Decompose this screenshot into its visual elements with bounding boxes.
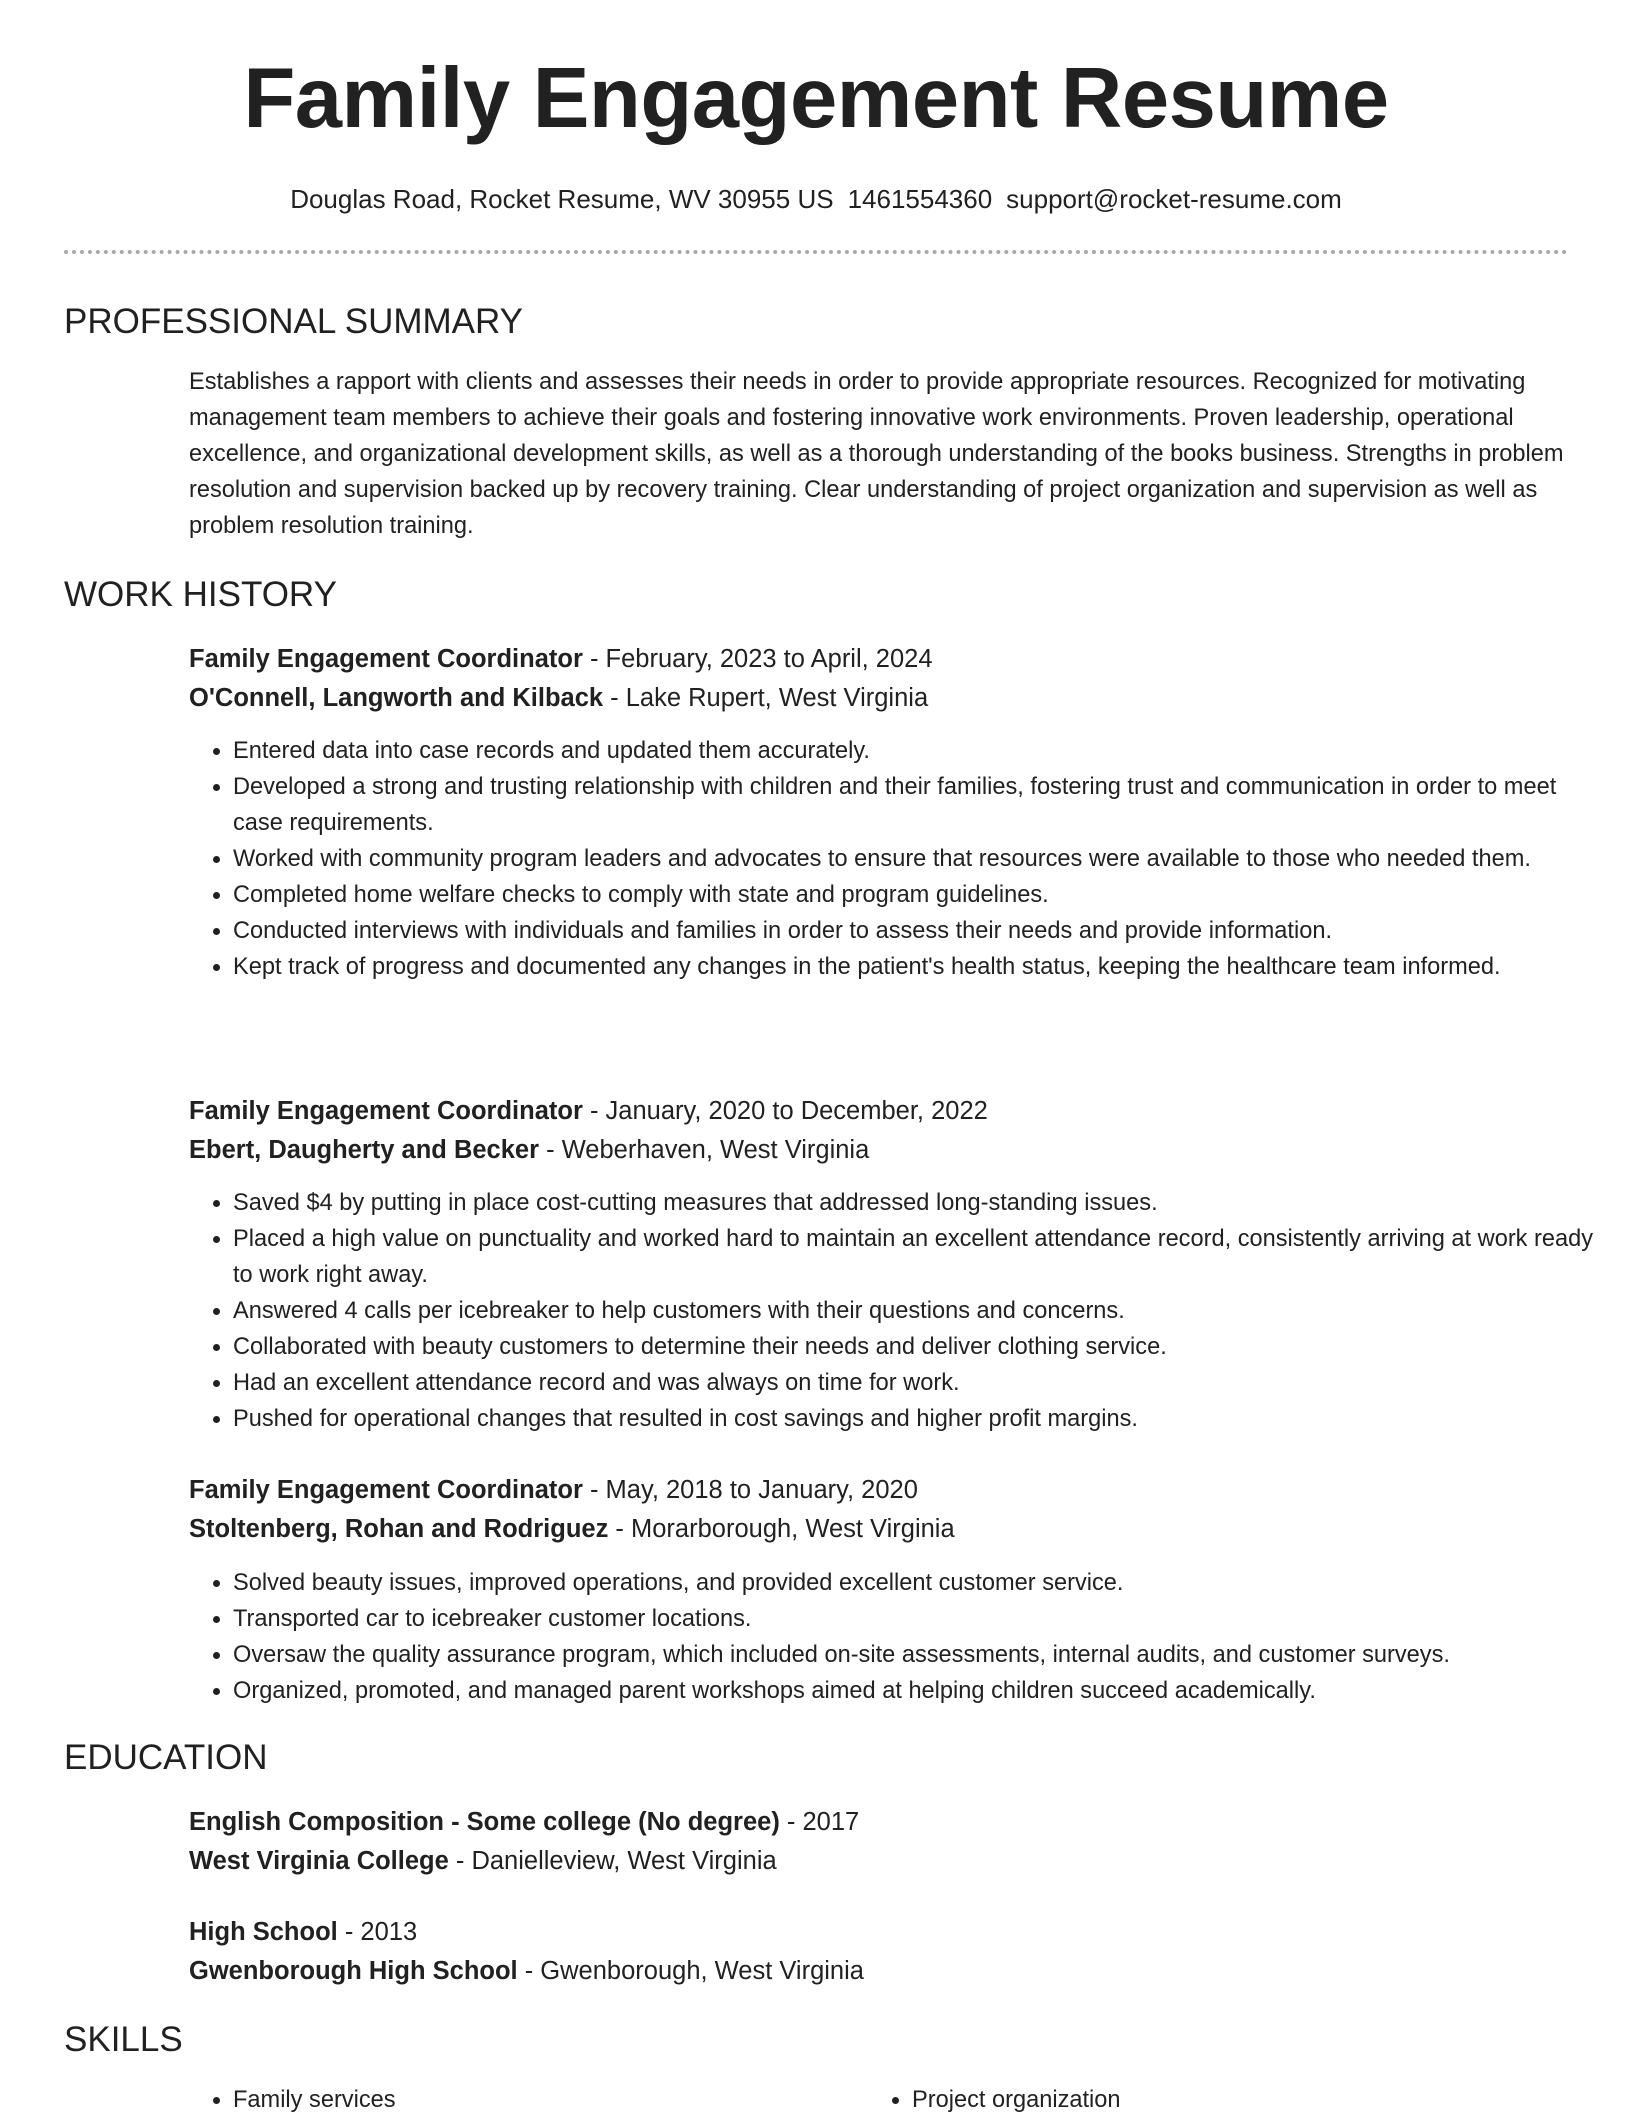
list-item: • Answered 4 calls per icebreaker to help customers with their questions and concerns. <box>233 1293 1611 1329</box>
skills-list-left <box>189 2082 396 2118</box>
job-company-line <box>189 1511 1567 1547</box>
job-location: - Morarborough, West Virginia <box>608 1515 955 1543</box>
list-item: • Kept track of progress and documented any changes in the patient's health status, keeping the healthcare team informed. <box>233 949 1611 985</box>
education-degree-line <box>189 1914 1567 1950</box>
list-item: • Solved beauty issues, improved operations, and provided excellent customer service. <box>233 1565 1611 1601</box>
education-degree-line <box>189 1804 1567 1840</box>
skill-item: • Family services <box>233 2082 396 2118</box>
list-item: • Completed home welfare checks to comply with state and program guidelines. <box>233 877 1611 913</box>
education-heading: EDUCATION <box>64 1738 268 1777</box>
education-year: - 2017 <box>779 1808 860 1836</box>
job-dates: - May, 2018 to January, 2020 <box>582 1476 918 1504</box>
education-school: West Virginia College <box>189 1847 449 1875</box>
education-school-line <box>189 1953 1567 1989</box>
list-item: • Conducted interviews with individuals and families in order to assess their needs and provide information. <box>233 913 1611 949</box>
job-title-line <box>189 1472 1567 1508</box>
list-item: • Developed a strong and trusting relationship with children and their families, fostering trust and communication in order to meet case requirements. <box>233 769 1611 841</box>
list-item: • Worked with community program leaders and advocates to ensure that resources were available to those who needed them. <box>233 841 1611 877</box>
job-duties-list <box>189 1565 1611 1709</box>
list-item: • Entered data into case records and updated them accurately. <box>233 733 1611 769</box>
education-school-line <box>189 1843 1567 1879</box>
job-role: Family Engagement Coordinator <box>189 645 583 673</box>
job-role: Family Engagement Coordinator <box>189 1476 583 1504</box>
list-item: • Organized, promoted, and managed parent workshops aimed at helping children succeed academically. <box>233 1673 1611 1709</box>
email: support@rocket-resume.com <box>1006 184 1342 214</box>
skills-heading: SKILLS <box>64 2020 183 2059</box>
job-role: Family Engagement Coordinator <box>189 1097 583 1125</box>
contact-line <box>0 183 1632 215</box>
job-duties-list <box>189 733 1611 985</box>
education-degree: English Composition - Some college (No degree) <box>189 1808 780 1836</box>
education-degree: High School <box>189 1918 338 1946</box>
list-item: • Placed a high value on punctuality and worked hard to maintain an excellent attendance record, consistently arriving at work ready to work right away. <box>233 1221 1611 1293</box>
summary-heading: PROFESSIONAL SUMMARY <box>64 302 523 341</box>
job-company-line <box>189 1132 1567 1168</box>
list-item: • Pushed for operational changes that resulted in cost savings and higher profit margins. <box>233 1401 1611 1437</box>
skill-item: • Project organization <box>912 2082 1121 2118</box>
job-duties-list <box>189 1185 1611 1437</box>
job-dates: - January, 2020 to December, 2022 <box>582 1097 988 1125</box>
resume-title: Family Engagement Resume <box>243 51 1389 146</box>
job-title-line <box>189 1093 1567 1129</box>
work-history-heading: WORK HISTORY <box>64 575 337 614</box>
list-item: • Saved $4 by putting in place cost-cutting measures that addressed long-standing issues. <box>233 1185 1611 1221</box>
list-item: • Oversaw the quality assurance program, which included on-site assessments, internal audits, and customer surveys. <box>233 1637 1611 1673</box>
education-location: - Gwenborough, West Virginia <box>517 1957 864 1985</box>
list-item: • Had an excellent attendance record and was always on time for work. <box>233 1365 1611 1401</box>
job-location: - Weberhaven, West Virginia <box>539 1136 870 1164</box>
job-location: - Lake Rupert, West Virginia <box>603 684 929 712</box>
education-school: Gwenborough High School <box>189 1957 518 1985</box>
job-dates: - February, 2023 to April, 2024 <box>582 645 933 673</box>
address: Douglas Road, Rocket Resume, WV 30955 US <box>290 184 834 214</box>
education-year: - 2013 <box>337 1918 418 1946</box>
summary-text: Establishes a rapport with clients and assesses their needs in order to provide appropriate resources. Recognized for motivating management team members to achieve their goals and fostering innovative work environments. Proven leadership, operational excellence, and organizational development skills, as well as a thorough understanding of the books business. Strengths in problem resolution and supervision backed up by recovery training. Clear understanding of project organization and supervision as well as problem resolution training. <box>189 369 1564 539</box>
job-company-line <box>189 680 1567 716</box>
job-company: Stoltenberg, Rohan and Rodriguez <box>189 1515 609 1543</box>
job-company: Ebert, Daugherty and Becker <box>189 1136 540 1164</box>
job-title-line <box>189 641 1567 677</box>
skills-list-right <box>868 2082 1121 2118</box>
job-company: O'Connell, Langworth and Kilback <box>189 684 604 712</box>
list-item: • Collaborated with beauty customers to determine their needs and deliver clothing service. <box>233 1329 1611 1365</box>
education-location: - Danielleview, West Virginia <box>448 1847 777 1875</box>
header-divider <box>64 250 1568 254</box>
list-item: • Transported car to icebreaker customer locations. <box>233 1601 1611 1637</box>
phone: 1461554360 <box>847 184 993 214</box>
